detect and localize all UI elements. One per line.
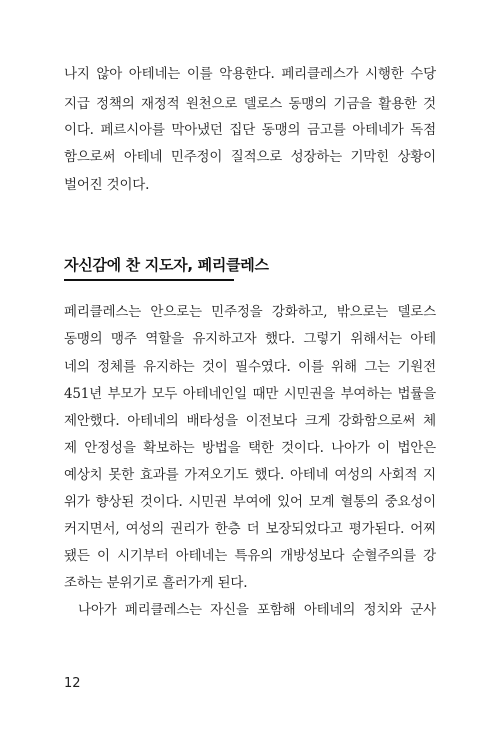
page-number: 12 — [64, 676, 81, 691]
text-line: 나아가 페리클레스는 자신을 포함해 아테네의 정치와 군사 — [78, 602, 436, 618]
text-line: 위가 향상된 것이다. 시민권 부여에 있어 모계 혈통의 중요성이 — [64, 494, 436, 510]
heading-underline — [64, 279, 234, 281]
text-line: 제 안정성을 확보하는 방법을 택한 것이다. 나아가 이 법안은 — [64, 440, 436, 456]
section-heading: 자신감에 찬 지도자, 페리클레스 — [64, 256, 269, 274]
text-line: 페리클레스는 안으로는 민주정을 강화하고, 밖으로는 델로스 — [64, 304, 436, 320]
text-line: 함으로써 아테네 민주정이 질적으로 성장하는 기막힌 상황이 — [64, 149, 436, 165]
text-line: 벌어진 것이다. — [64, 177, 150, 193]
text-line: 예상치 못한 효과를 가져오기도 했다. 아테네 여성의 사회적 지 — [64, 467, 436, 483]
text-line: 동맹의 맹주 역할을 유지하고자 했다. 그렇기 위해서는 아테 — [64, 331, 436, 347]
text-line: 커지면서, 여성의 권리가 한층 더 보장되었다고 평가된다. 어찌 — [64, 521, 436, 537]
text-line: 지급 정책의 재정적 원천으로 델로스 동맹의 기금을 활용한 것 — [64, 96, 436, 112]
text-line: 나지 않아 아테네는 이를 악용한다. 페리클레스가 시행한 수당 — [64, 66, 436, 82]
text-line: 제안했다. 아테네의 배타성을 이전보다 크게 강화함으로써 체 — [64, 413, 436, 429]
text-line: 조하는 분위기로 흘러가게 된다. — [64, 575, 248, 591]
text-line: 됐든 이 시기부터 아테네는 특유의 개방성보다 순혈주의를 강 — [64, 548, 436, 564]
text-line: 451년 부모가 모두 아테네인일 때만 시민권을 부여하는 법률을 — [64, 386, 436, 402]
text-line: 네의 정체를 유지하는 것이 필수였다. 이를 위해 그는 기원전 — [64, 359, 436, 375]
text-line: 이다. 페르시아를 막아냈던 집단 동맹의 금고를 아테네가 독점 — [64, 122, 436, 138]
